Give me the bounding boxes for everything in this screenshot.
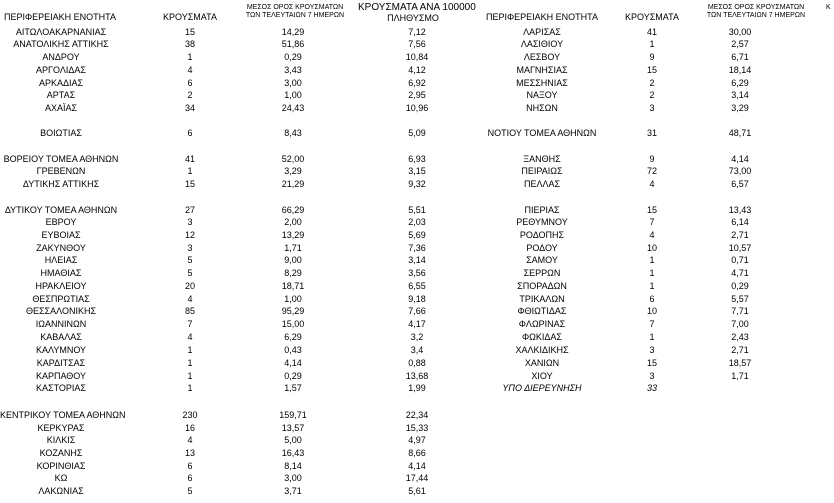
left-row-region: ΚΟΡΙΝΘΙΑΣ [36,461,86,471]
left-row-region: ΚΕΡΚΥΡΑΣ [37,423,85,433]
right-row-cases: 3 [649,103,655,113]
left-row-avg: 21,29 [281,179,305,189]
right-row-region: ΧΑΝΙΩΝ [524,358,560,368]
right-row-region: ΣΠΟΡΑΔΩΝ [517,281,567,291]
right-row-avg: 10,57 [728,243,752,253]
left-row-per100k: 2,95 [408,90,426,100]
left-row-avg: 13,29 [281,230,305,240]
left-row-cases: 15 [184,27,195,37]
left-row-region: ΗΛΕΙΑΣ [44,255,78,265]
right-row-cases: 15 [646,205,657,215]
left-row-cases: 1 [187,52,193,62]
left-row-avg: 8,43 [284,128,302,138]
right-row-cases: 9 [649,154,655,164]
left-row-avg: 4,14 [284,358,302,368]
left-row-region: ΑΡΚΑΔΙΑΣ [38,78,84,88]
left-row-avg: 1,00 [284,294,302,304]
left-row-region: ΒΟΡΕΙΟΥ ΤΟΜΕΑ ΑΘΗΝΩΝ [3,154,119,164]
left-row-per100k: 8,66 [408,448,426,458]
left-row-cases: 5 [187,255,193,265]
left-row-avg: 52,00 [281,154,305,164]
right-row-cases: 1 [649,255,655,265]
right-row-cases: 15 [646,358,657,368]
left-row-avg: 2,00 [284,217,302,227]
right-row-cases: 7 [649,319,655,329]
right-row-avg: 2,57 [731,39,749,49]
left-row-per100k: 4,97 [408,435,426,445]
right-row-cases: 4 [649,179,655,189]
right-row-avg: 0,71 [731,255,749,265]
left-row-cases: 7 [187,319,193,329]
left-row-cases: 1 [187,383,193,393]
right-row-cases: 1 [649,332,655,342]
left-row-per100k: 3,2 [410,332,424,342]
right-row-avg: 48,71 [728,128,752,138]
right-row-avg: 2,71 [731,230,749,240]
left-row-avg: 1,00 [284,90,302,100]
left-row-region: ΑΧΑΪΑΣ [44,103,78,113]
left-row-avg: 13,57 [281,423,305,433]
left-row-per100k: 15,33 [405,423,429,433]
left-row-region: ΚΕΝΤΡΙΚΟΥ ΤΟΜΕΑ ΑΘΗΝΩΝ [0,410,126,420]
left-row-avg: 0,29 [284,52,302,62]
left-row-cases: 6 [187,461,193,471]
left-row-region: ΑΙΤΩΛΟΑΚΑΡΝΑΝΙΑΣ [15,27,107,37]
left-row-per100k: 2,03 [408,217,426,227]
left-row-cases: 13 [184,448,195,458]
left-row-avg: 6,29 [284,332,302,342]
right-row-cases: 7 [649,217,655,227]
right-row-cases: 10 [646,306,657,316]
left-header-avg-line1: ΜΕΣΟΣ ΟΡΟΣ ΚΡΟΥΣΜΑΤΩΝ [246,4,344,11]
left-row-avg: 9,00 [284,255,302,265]
right-row-avg: 30,00 [728,27,752,37]
right-row-region: ΦΩΚΙΔΑΣ [522,332,562,342]
right-row-region: ΜΕΣΣΗΝΙΑΣ [516,78,568,88]
right-row-cases: 2 [649,90,655,100]
left-row-region: ΕΥΒΟΙΑΣ [41,230,81,240]
left-row-region: ΚΑΡΔΙΤΣΑΣ [36,358,86,368]
left-row-region: ΗΜΑΘΙΑΣ [40,268,82,278]
left-row-per100k: 17,44 [405,473,429,483]
right-row-region: ΦΛΩΡΙΝΑΣ [518,319,566,329]
right-row-region: ΛΑΣΙΘΙΟΥ [520,39,564,49]
right-row-cases: 9 [649,52,655,62]
left-row-per100k: 7,56 [408,39,426,49]
right-row-region: ΡΕΘΥΜΝΟΥ [516,217,568,227]
left-row-region: ΔΥΤΙΚΟΥ ΤΟΜΕΑ ΑΘΗΝΩΝ [4,205,118,215]
left-row-per100k: 5,69 [408,230,426,240]
right-row-cases: 1 [649,39,655,49]
left-row-avg: 0,29 [284,371,302,381]
right-header-avg-line2: ΤΩΝ ΤΕΛΕΥΤΑΙΩΝ 7 ΗΜΕΡΩΝ [706,12,806,19]
left-row-cases: 1 [187,371,193,381]
right-row-cases: 41 [646,27,657,37]
right-row-region: ΡΟΔΟΠΗΣ [519,230,565,240]
left-row-per100k: 5,61 [408,486,426,496]
left-row-region: ΑΡΤΑΣ [46,90,76,100]
left-row-region: ΚΑΡΠΑΘΟΥ [35,371,87,381]
left-row-avg: 1,57 [284,383,302,393]
left-row-avg: 3,43 [284,65,302,75]
left-row-avg: 5,00 [284,435,302,445]
right-row-avg: 6,57 [731,179,749,189]
left-row-cases: 20 [184,281,195,291]
left-row-region: ΚΙΛΚΙΣ [46,435,76,445]
left-row-region: ΛΑΚΩΝΙΑΣ [38,486,84,496]
right-row-cases: 15 [646,65,657,75]
right-row-cases: 6 [649,294,655,304]
right-row-avg: 13,43 [728,205,752,215]
left-row-per100k: 6,92 [408,78,426,88]
left-row-per100k: 4,14 [408,461,426,471]
right-row-avg: 7,00 [731,319,749,329]
left-row-per100k: 7,12 [408,27,426,37]
right-row-region: ΣΕΡΡΩΝ [523,268,561,278]
left-row-cases: 12 [184,230,195,240]
left-header-per100k-line1: ΚΡΟΥΣΜΑΤΑ ΑΝΑ 100000 [358,2,476,13]
left-row-per100k: 0,88 [408,358,426,368]
right-row-avg: 3,29 [731,103,749,113]
left-row-cases: 4 [187,294,193,304]
right-row-avg: 73,00 [728,166,752,176]
right-row-avg: 6,29 [731,78,749,88]
right-header-avg-line1: ΜΕΣΟΣ ΟΡΟΣ ΚΡΟΥΣΜΑΤΩΝ [707,4,805,11]
left-row-avg: 8,29 [284,268,302,278]
right-row-region: ΡΟΔΟΥ [526,243,558,253]
right-row-avg: 18,57 [728,358,752,368]
left-row-per100k: 1,99 [408,383,426,393]
left-header-cases: ΚΡΟΥΣΜΑΤΑ [163,12,217,22]
left-header-per100k-line2: ΠΛΗΘΥΣΜΟ [387,13,439,23]
left-row-cases: 27 [184,205,195,215]
left-row-cases: 5 [187,268,193,278]
left-row-per100k: 6,93 [408,154,426,164]
left-row-region: ΚΑΛΥΜΝΟΥ [35,345,87,355]
left-row-cases: 2 [187,90,193,100]
left-row-region: ΙΩΑΝΝΙΝΩΝ [35,319,87,329]
left-row-region: ΘΕΣΠΡΩΤΙΑΣ [32,294,90,304]
left-row-cases: 4 [187,65,193,75]
left-row-cases: 230 [182,410,198,420]
left-row-per100k: 9,18 [408,294,426,304]
right-row-region: ΝΟΤΙΟΥ ΤΟΜΕΑ ΑΘΗΝΩΝ [487,128,597,138]
left-row-avg: 14,29 [281,27,305,37]
left-row-per100k: 22,34 [405,410,429,420]
right-row-region: ΛΕΣΒΟΥ [523,52,561,62]
left-row-per100k: 9,32 [408,179,426,189]
left-row-region: ΕΒΡΟΥ [45,217,77,227]
right-row-cases: 3 [649,345,655,355]
right-row-cases: 4 [649,230,655,240]
left-row-region: ΚΑΒΑΛΑΣ [40,332,82,342]
left-row-region: ΑΡΓΟΛΙΔΑΣ [36,65,86,75]
left-row-cases: 4 [187,332,193,342]
left-row-avg: 3,00 [284,78,302,88]
left-row-avg: 3,29 [284,166,302,176]
left-row-avg: 51,86 [281,39,305,49]
left-row-region: ΑΝΑΤΟΛΙΚΗΣ ΑΤΤΙΚΗΣ [13,39,109,49]
left-row-avg: 16,43 [281,448,305,458]
right-row-region: ΥΠΟ ΔΙΕΡΕΥΝΗΣΗ [502,383,582,393]
right-row-avg: 5,57 [731,294,749,304]
right-header-cut: Κ [826,4,831,11]
left-row-cases: 85 [184,306,195,316]
left-header-avg-line2: ΤΩΝ ΤΕΛΕΥΤΑΙΩΝ 7 ΗΜΕΡΩΝ [245,12,345,19]
right-row-avg: 1,71 [731,371,749,381]
left-row-per100k: 7,36 [408,243,426,253]
right-row-cases: 2 [649,78,655,88]
left-row-cases: 41 [184,154,195,164]
left-row-per100k: 10,96 [405,103,429,113]
right-row-region: ΧΙΟΥ [531,371,553,381]
right-row-region: ΠΕΙΡΑΙΩΣ [521,166,563,176]
right-row-cases: 33 [646,383,657,393]
left-row-avg: 0,43 [284,345,302,355]
right-header-region: ΠΕΡΙΦΕΡΕΙΑΚΗ ΕΝΟΤΗΤΑ [485,12,599,22]
left-row-cases: 3 [187,217,193,227]
right-row-avg: 18,14 [728,65,752,75]
left-row-per100k: 7,66 [408,306,426,316]
left-row-cases: 34 [184,103,195,113]
left-row-cases: 1 [187,345,193,355]
right-row-region: ΝΗΣΩΝ [526,103,558,113]
left-row-avg: 15,00 [281,319,305,329]
right-row-avg: 4,71 [731,268,749,278]
left-row-region: ΒΟΙΩΤΙΑΣ [40,128,82,138]
left-row-cases: 38 [184,39,195,49]
left-row-avg: 3,00 [284,473,302,483]
left-row-per100k: 3,15 [408,166,426,176]
left-row-cases: 4 [187,435,193,445]
left-row-cases: 15 [184,179,195,189]
right-row-cases: 72 [646,166,657,176]
left-row-per100k: 6,55 [408,281,426,291]
right-row-avg: 0,29 [731,281,749,291]
left-row-per100k: 3,14 [408,255,426,265]
left-row-cases: 5 [187,486,193,496]
right-row-region: ΝΑΞΟΥ [526,90,558,100]
left-row-avg: 8,14 [284,461,302,471]
left-row-avg: 95,29 [281,306,305,316]
right-row-avg: 6,71 [731,52,749,62]
right-row-region: ΤΡΙΚΑΛΩΝ [519,294,565,304]
left-row-avg: 24,43 [281,103,305,113]
left-row-per100k: 4,17 [408,319,426,329]
left-row-per100k: 5,09 [408,128,426,138]
left-row-region: ΚΑΣΤΟΡΙΑΣ [36,383,86,393]
right-header-cases: ΚΡΟΥΣΜΑΤΑ [625,12,679,22]
left-row-region: ΓΡΕΒΕΝΩΝ [36,166,86,176]
left-row-per100k: 4,12 [408,65,426,75]
left-row-region: ΘΕΣΣΑΛΟΝΙΚΗΣ [25,306,97,316]
left-row-region: ΑΝΔΡΟΥ [42,52,80,62]
left-row-per100k: 5,51 [408,205,426,215]
left-row-cases: 1 [187,166,193,176]
left-row-per100k: 3,56 [408,268,426,278]
left-row-region: ΔΥΤΙΚΗΣ ΑΤΤΙΚΗΣ [22,179,100,189]
left-row-region: ΖΑΚΥΝΘΟΥ [36,243,86,253]
left-row-avg: 1,71 [284,243,302,253]
right-row-cases: 3 [649,371,655,381]
right-row-region: ΦΘΙΩΤΙΔΑΣ [517,306,567,316]
right-row-avg: 4,14 [731,154,749,164]
left-row-region: ΚΟΖΑΝΗΣ [39,448,83,458]
left-row-cases: 1 [187,358,193,368]
right-row-region: ΠΙΕΡΙΑΣ [524,205,560,215]
left-row-region: ΗΡΑΚΛΕΙΟΥ [35,281,87,291]
left-row-cases: 6 [187,473,193,483]
left-row-avg: 3,71 [284,486,302,496]
right-row-region: ΞΑΝΘΗΣ [523,154,561,164]
left-row-avg: 159,71 [279,410,307,420]
right-row-region: ΛΑΡΙΣΑΣ [523,27,561,37]
left-header-region: ΠΕΡΙΦΕΡΕΙΑΚΗ ΕΝΟΤΗΤΑ [3,12,117,22]
right-row-avg: 7,71 [731,306,749,316]
left-row-cases: 6 [187,78,193,88]
left-row-avg: 18,71 [281,281,305,291]
right-row-region: ΧΑΛΚΙΔΙΚΗΣ [515,345,569,355]
left-row-per100k: 10,84 [405,52,429,62]
right-row-cases: 10 [646,243,657,253]
right-row-avg: 2,43 [731,332,749,342]
right-row-cases: 1 [649,281,655,291]
right-row-avg: 3,14 [731,90,749,100]
right-row-avg: 6,14 [731,217,749,227]
left-row-per100k: 13,68 [405,371,429,381]
right-row-region: ΠΕΛΛΑΣ [523,179,561,189]
right-row-cases: 1 [649,268,655,278]
right-row-region: ΜΑΓΝΗΣΙΑΣ [516,65,568,75]
left-row-cases: 6 [187,128,193,138]
left-row-cases: 3 [187,243,193,253]
left-row-per100k: 3,4 [410,345,424,355]
left-row-cases: 16 [184,423,195,433]
left-row-avg: 66,29 [281,205,305,215]
right-row-region: ΣΑΜΟΥ [526,255,558,265]
right-row-avg: 2,71 [731,345,749,355]
right-row-cases: 31 [646,128,657,138]
left-row-region: ΚΩ [54,473,68,483]
